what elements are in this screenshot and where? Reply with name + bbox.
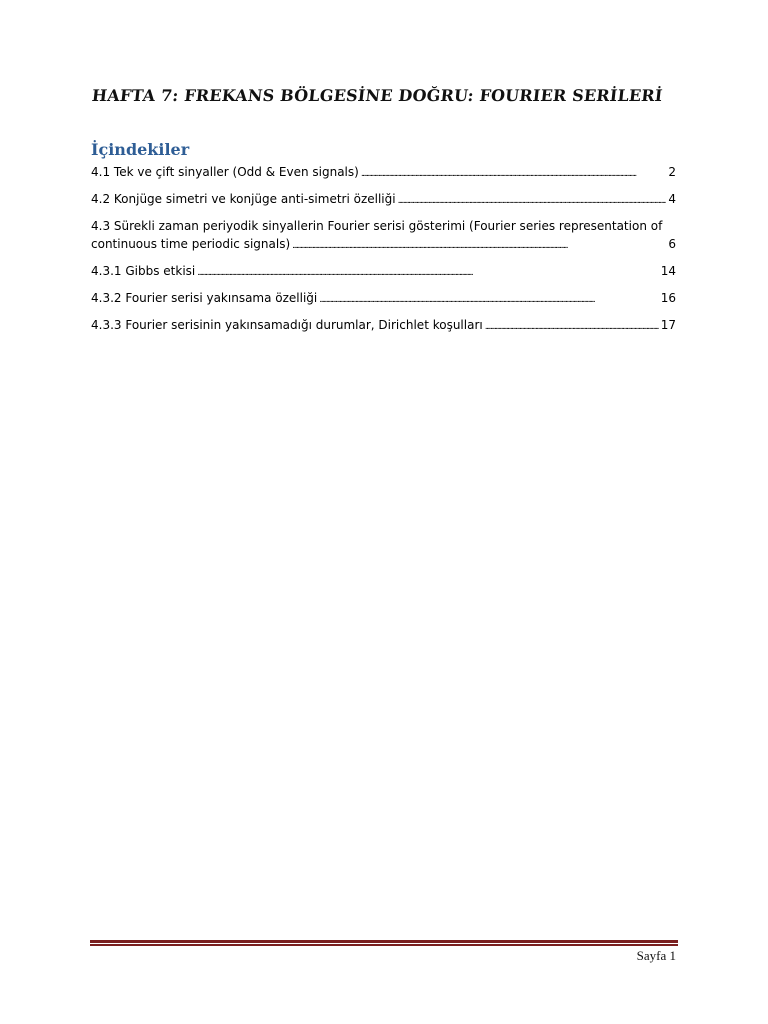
toc-entry-4-1[interactable] xyxy=(91,163,676,183)
toc-entry-page: 4 xyxy=(668,192,676,206)
toc-entry-4-3-3[interactable] xyxy=(91,316,676,336)
toc-entry-4-3-2[interactable] xyxy=(91,289,676,309)
footer-rule xyxy=(90,940,678,946)
toc-leader-dots xyxy=(319,289,658,309)
toc-entry-label-line1: 4.3 Sürekli zaman periyodik sinyallerin Fourier serisi gösterimi (Fourier series representation of xyxy=(91,219,663,233)
toc-entry-page: 14 xyxy=(660,264,676,278)
toc-entry-page: 17 xyxy=(660,318,676,332)
table-of-contents xyxy=(91,163,676,343)
toc-entry-4-3[interactable] xyxy=(91,217,676,255)
toc-heading: İçindekiler xyxy=(91,140,190,159)
footer-rule-thin xyxy=(90,944,678,946)
toc-leader-dots xyxy=(398,190,667,210)
toc-leader-dots xyxy=(292,235,666,255)
toc-leader-dots xyxy=(485,316,659,336)
toc-entry-4-2[interactable] xyxy=(91,190,676,210)
toc-leader-dots xyxy=(361,163,667,183)
toc-entry-4-3-1[interactable] xyxy=(91,262,676,282)
toc-entry-label: 4.1 Tek ve çift sinyaller (Odd & Even signals) xyxy=(91,165,359,179)
toc-entry-label: 4.3.3 Fourier serisinin yakınsamadığı durumlar, Dirichlet koşulları xyxy=(91,318,483,332)
toc-entry-label: 4.2 Konjüge simetri ve konjüge anti-simetri özelliği xyxy=(91,192,396,206)
toc-entry-label: 4.3.1 Gibbs etkisi xyxy=(91,264,196,278)
toc-entry-label: 4.3.2 Fourier serisi yakınsama özelliği xyxy=(91,291,318,305)
toc-entry-page: 6 xyxy=(668,237,676,251)
toc-entry-line2 xyxy=(91,235,676,255)
footer-page-number: Sayfa 1 xyxy=(636,948,676,963)
toc-entry-page: 2 xyxy=(668,165,676,179)
toc-leader-dots xyxy=(197,262,658,282)
toc-entry-page: 16 xyxy=(660,291,676,305)
toc-entry-label-line2: continuous time periodic signals) xyxy=(91,237,291,251)
document-title: HAFTA 7: FREKANS BÖLGESİNE DOĞRU: FOURIER SERİLERİ xyxy=(91,86,664,105)
